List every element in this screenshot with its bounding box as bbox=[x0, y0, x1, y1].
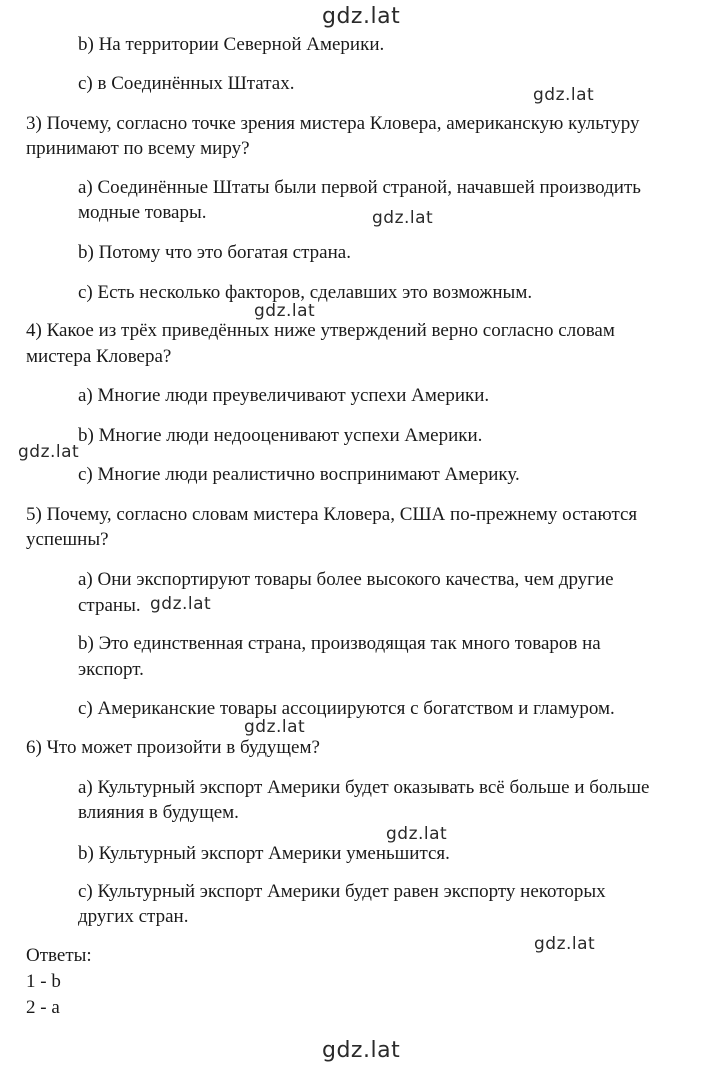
watermark: gdz.lat bbox=[322, 1038, 401, 1063]
answer-option-text: c) Культурный экспорт Америки будет равен экспорту некоторых bbox=[78, 881, 606, 902]
answer-option-text: модные товары. bbox=[78, 202, 207, 223]
watermark: gdz.lat bbox=[322, 4, 401, 29]
answer-option-text: b) На территории Северной Америки. bbox=[78, 34, 385, 55]
question-text: 6) Что может произойти в будущем? bbox=[26, 737, 320, 758]
watermark: gdz.lat bbox=[244, 717, 306, 737]
answer-option-text: c) Многие люди реалистично воспринимают Америку. bbox=[78, 464, 520, 485]
answer-option-text: a) Многие люди преувеличивают успехи Америки. bbox=[78, 385, 490, 406]
answer-key-item: 2 - a bbox=[26, 997, 60, 1018]
watermark: gdz.lat bbox=[386, 824, 448, 844]
answer-option-text: b) Многие люди недооценивают успехи Америки. bbox=[78, 425, 483, 446]
answer-option-text: экспорт. bbox=[78, 659, 144, 680]
answers-heading: Ответы: bbox=[26, 945, 92, 966]
question-text: мистера Кловера? bbox=[26, 346, 172, 367]
answer-option-text: влияния в будущем. bbox=[78, 802, 239, 823]
answer-option-text: страны. bbox=[78, 595, 141, 616]
watermark: gdz.lat bbox=[150, 594, 212, 614]
answer-option-text: a) Они экспортируют товары более высокого качества, чем другие bbox=[78, 569, 614, 590]
answer-key-item: 1 - b bbox=[26, 971, 61, 992]
answer-option-text: b) Это единственная страна, производящая так много товаров на bbox=[78, 633, 601, 654]
watermark: gdz.lat bbox=[254, 301, 316, 321]
watermark: gdz.lat bbox=[372, 208, 434, 228]
answer-option-text: a) Культурный экспорт Америки будет оказывать всё больше и больше bbox=[78, 777, 650, 798]
answer-option-text: других стран. bbox=[78, 906, 189, 927]
question-text: 5) Почему, согласно словам мистера Кловера, США по-прежнему остаются bbox=[26, 504, 638, 525]
watermark: gdz.lat bbox=[18, 442, 80, 462]
answer-option-text: b) Культурный экспорт Америки уменьшится. bbox=[78, 843, 450, 864]
question-text: 3) Почему, согласно точке зрения мистера Кловера, американскую культуру bbox=[26, 113, 640, 134]
question-text: принимают по всему миру? bbox=[26, 138, 250, 159]
question-text: успешны? bbox=[26, 529, 109, 550]
question-text: 4) Какое из трёх приведённых ниже утверждений верно согласно словам bbox=[26, 320, 615, 341]
answer-option-text: a) Соединённые Штаты были первой страной, начавшей производить bbox=[78, 177, 641, 198]
answer-option-text: c) Есть несколько факторов, сделавших это возможным. bbox=[78, 282, 533, 303]
answer-option-text: c) Американские товары ассоциируются с богатством и гламуром. bbox=[78, 698, 615, 719]
watermark: gdz.lat bbox=[534, 934, 596, 954]
watermark: gdz.lat bbox=[533, 85, 595, 105]
answer-option-text: c) в Соединённых Штатах. bbox=[78, 73, 295, 94]
answer-option-text: b) Потому что это богатая страна. bbox=[78, 242, 351, 263]
